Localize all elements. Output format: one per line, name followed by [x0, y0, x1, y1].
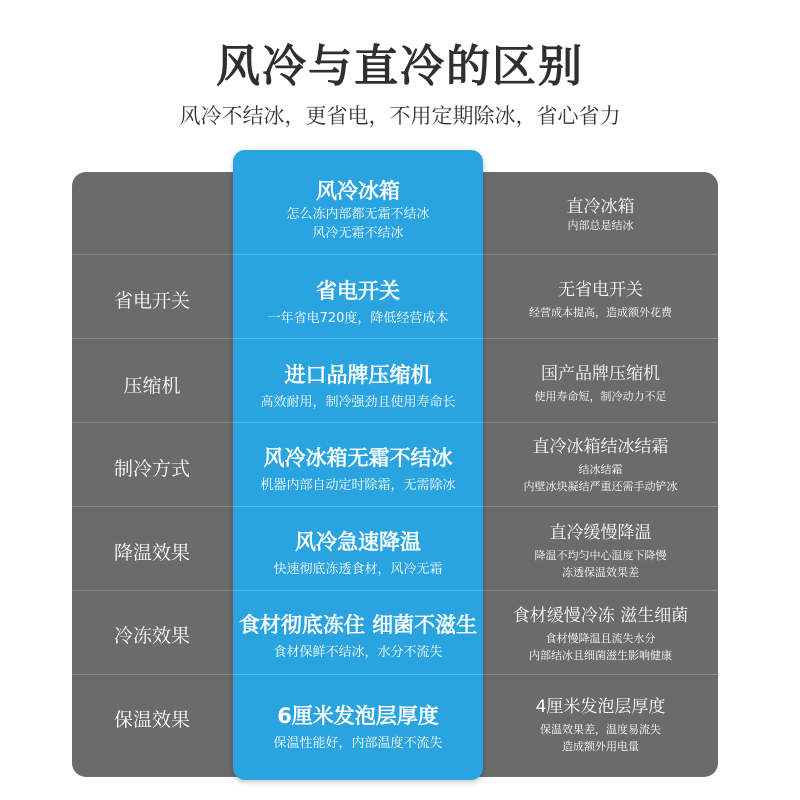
direct-cell-line: 使用寿命短，制冷动力不足 [534, 390, 667, 403]
direct-cell-title: 4厘米发泡层厚度 [535, 697, 666, 717]
direct-header-cell [483, 192, 718, 234]
air-cell-line: 高效耐用，制冷强劲且使用寿命长 [260, 395, 456, 410]
air-cell-line: 保温性能好，内部温度不流失 [273, 736, 443, 751]
column-divider [233, 674, 483, 675]
direct-cell-line: 食材慢降温且流失水分 [545, 632, 656, 645]
air-cell-line: 快速彻底冻透食材，风冷无霜 [273, 562, 443, 577]
page-title: 风冷与直冷的区别 [216, 41, 584, 92]
column-divider [233, 338, 483, 339]
row-label-compressor: 压缩机 [123, 375, 181, 397]
air-cell-title: 进口品牌压缩机 [284, 363, 432, 387]
direct-header-title: 直冷冰箱 [566, 197, 635, 217]
direct-header-line: 内部总是结冰 [567, 219, 634, 232]
column-divider [233, 254, 483, 255]
column-divider [233, 506, 483, 507]
row-label-freezing-effect: 冷冻效果 [113, 625, 190, 647]
air-header-cell [233, 175, 483, 243]
air-header-title: 风冷冰箱 [316, 179, 400, 203]
air-cell-line: 一年省电720度，降低经营成本 [267, 311, 449, 326]
direct-cell-line: 经营成本提高，造成额外花费 [529, 306, 672, 319]
air-cell-title: 风冷急速降温 [295, 530, 421, 554]
air-cell [233, 526, 483, 579]
direct-cell [483, 692, 718, 755]
direct-cell-title: 无省电开关 [558, 280, 643, 300]
direct-cell-title: 国产品牌压缩机 [541, 364, 660, 384]
direct-cell-title: 直冷缓慢降温 [549, 523, 652, 543]
column-divider [233, 422, 483, 423]
direct-cell [483, 432, 718, 495]
column-divider [233, 590, 483, 591]
row-label-power-switch: 省电开关 [113, 290, 190, 312]
air-header-line: 怎么冻内部都无霜不结冰 [286, 207, 430, 222]
direct-cell-line: 结冰结霜 [578, 463, 623, 476]
direct-cell-title: 食材缓慢冷冻 滋生细菌 [512, 606, 689, 626]
page-subtitle: 风冷不结冰，更省电，不用定期除冰，省心省力 [179, 104, 621, 128]
air-cell [233, 609, 483, 662]
row-label-cooling-method: 制冷方式 [113, 458, 190, 480]
air-cell-title: 省电开关 [316, 279, 400, 303]
direct-cell-line: 保温效果差，温度易流失 [540, 723, 661, 736]
air-cell-line: 食材保鲜不结冰，水分不流失 [273, 645, 443, 660]
air-cell [233, 700, 483, 753]
air-cell [233, 359, 483, 412]
direct-cell-line: 降温不均匀中心温度下降慢 [534, 549, 667, 562]
direct-cell-title: 直冷冰箱结冰结霜 [532, 437, 669, 457]
air-cell-title: 食材彻底冻住 细菌不滋生 [238, 613, 478, 637]
direct-cell-line: 冻透保温效果差 [562, 566, 639, 579]
direct-cell-line: 内部结冰且细菌滋生影响健康 [529, 649, 672, 662]
air-cell [233, 442, 483, 495]
direct-cell-line: 造成额外用电量 [562, 740, 639, 753]
air-header-line: 风冷无霜不结冰 [312, 226, 404, 241]
air-cell-title: 6厘米发泡层厚度 [277, 704, 439, 728]
row-label-insulation: 保温效果 [113, 709, 190, 731]
air-cell [233, 275, 483, 328]
direct-cell-line: 内壁冰块凝结严重还需手动铲冰 [523, 480, 678, 493]
direct-cell [483, 518, 718, 581]
direct-cell [483, 359, 718, 405]
air-cell-title: 风冷冰箱无霜不结冰 [263, 446, 453, 470]
row-label-cooling-effect: 降温效果 [113, 542, 190, 564]
direct-cell [483, 601, 718, 664]
air-cell-line: 机器内部自动定时除霜，无需除冰 [260, 478, 456, 493]
direct-cell [483, 275, 718, 321]
